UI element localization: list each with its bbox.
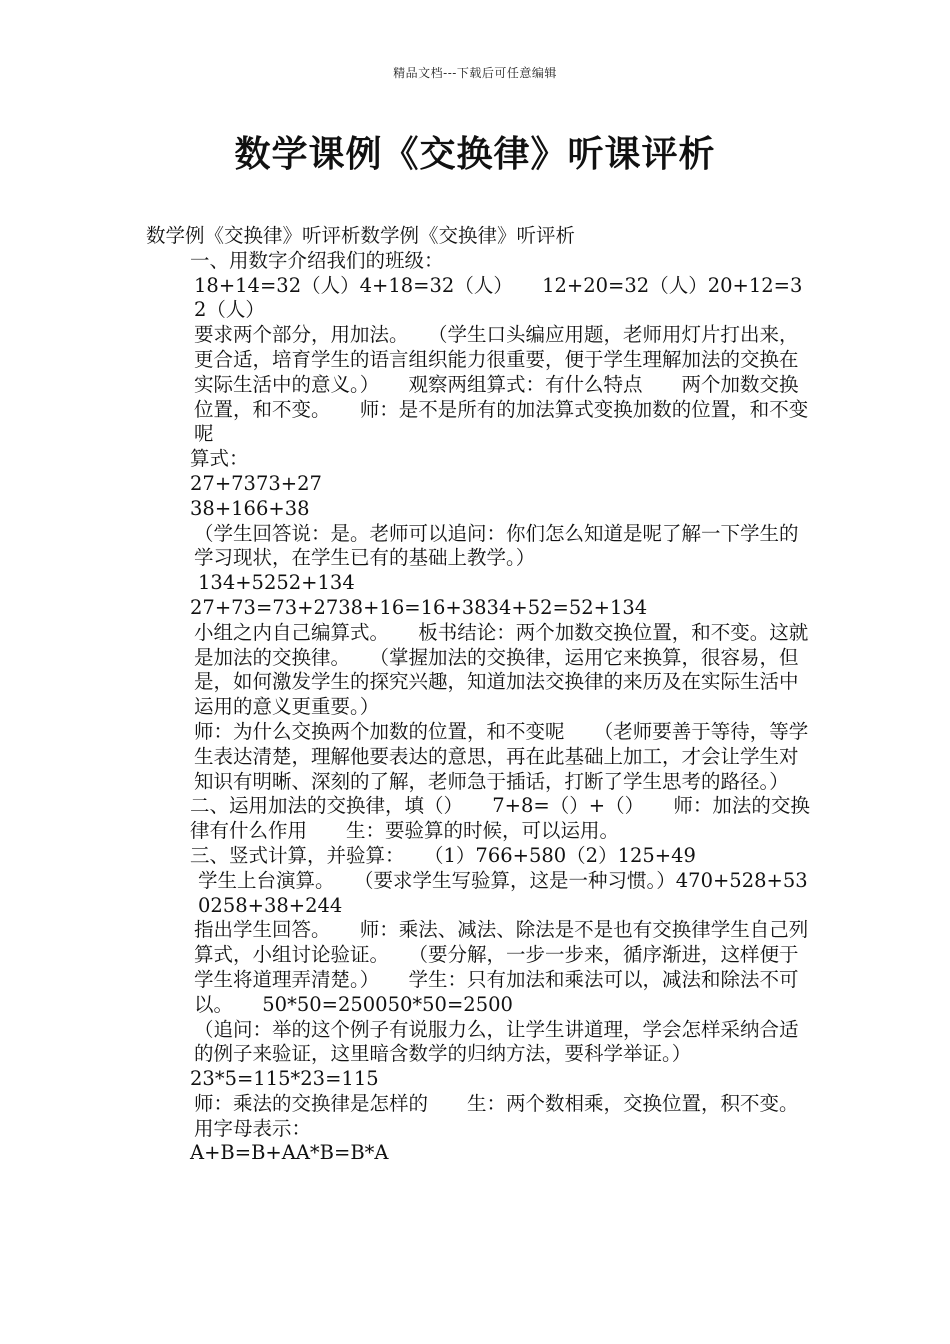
paragraph: 134+5252+134 [198, 571, 355, 595]
page-title: 数学课例《交换律》听课评析 [234, 134, 716, 175]
paragraph: 三、竖式计算，并验算： （1）766+580（2）125+49 [190, 843, 696, 867]
paragraph: 指出学生回答。 师：乘法、减法、除法是不是也有交换律学生自己列算式，小组讨论验证。 （要分解，一步一步来，循序渐进，这样便于学生将道理弄清楚。） 学生：只有加法和乘法可以，减法和除法不可以。 50*50=250050*50=2500 [194, 918, 809, 1016]
document-body [146, 224, 828, 1166]
paragraph: （学生回答说：是。老师可以追问：你们怎么知道是呢了解一下学生的学习现状，在学生已有的基础上教学。） [194, 521, 799, 570]
paragraph: 一、用数字介绍我们的班级： [190, 248, 444, 272]
paragraph: 师：为什么交换两个加数的位置，和不变呢 （老师要善于等待，等学生表达清楚，理解他要表达的意思，再在此基础上加工，才会让学生对知识有明晰、深刻的了解，老师急于插话，打断了学生思考的路径。） [194, 719, 809, 793]
paragraph: 学生上台演算。 （要求学生写验算，这是一种习惯。）470+528+530258+38+244 [198, 868, 808, 917]
paragraph: 27+7373+27 [190, 471, 322, 495]
paragraph: 小组之内自己编算式。 板书结论：两个加数交换位置，和不变。这就是加法的交换律。 （掌握加法的交换律，运用它来换算，很容易，但是，如何激发学生的探究兴趣，知道加法交换律的来历及在实际生活中运用的意义更重要。） [194, 620, 809, 719]
paragraph: （追问：举的这个例子有说服力么，让学生讲道理，学会怎样采纳合适的例子来验证，这里暗含数学的归纳方法，要科学举证。） [194, 1017, 799, 1066]
paragraph: 18+14=32（人）4+18=32（人） 12+20=32（人）20+12=32（人） [194, 273, 803, 322]
paragraph: 38+166+38 [190, 496, 310, 520]
paragraph: 23*5=115*23=115 [190, 1067, 379, 1091]
header-note: 精品文档---下载后可任意编辑 [393, 66, 557, 80]
paragraph: A+B=B+AA*B=B*A [190, 1141, 389, 1165]
paragraph: 算式： [190, 447, 249, 471]
paragraph: 数学例《交换律》听评析数学例《交换律》听评析 [146, 224, 576, 247]
paragraph: 师：乘法的交换律是怎样的 生：两个数相乘，交换位置，积不变。 用字母表示： [194, 1091, 828, 1140]
paragraph: 二、运用加法的交换律，填（） 7+8=（）+（） 师：加法的交换律有什么作用 生：要验算的时候，可以运用。 [190, 794, 810, 843]
paragraph: 要求两个部分，用加法。 （学生口头编应用题，老师用灯片打出来，更合适，培育学生的语言组织能力很重要，便于学生理解加法的交换在实际生活中的意义。） 观察两组算式：有什么特点 两个加数交换位置，和不变。 师：是不是所有的加法算式变换加数的位置，和不变呢 [194, 323, 809, 446]
paragraph: 27+73=73+2738+16=16+3834+52=52+134 [190, 595, 648, 619]
